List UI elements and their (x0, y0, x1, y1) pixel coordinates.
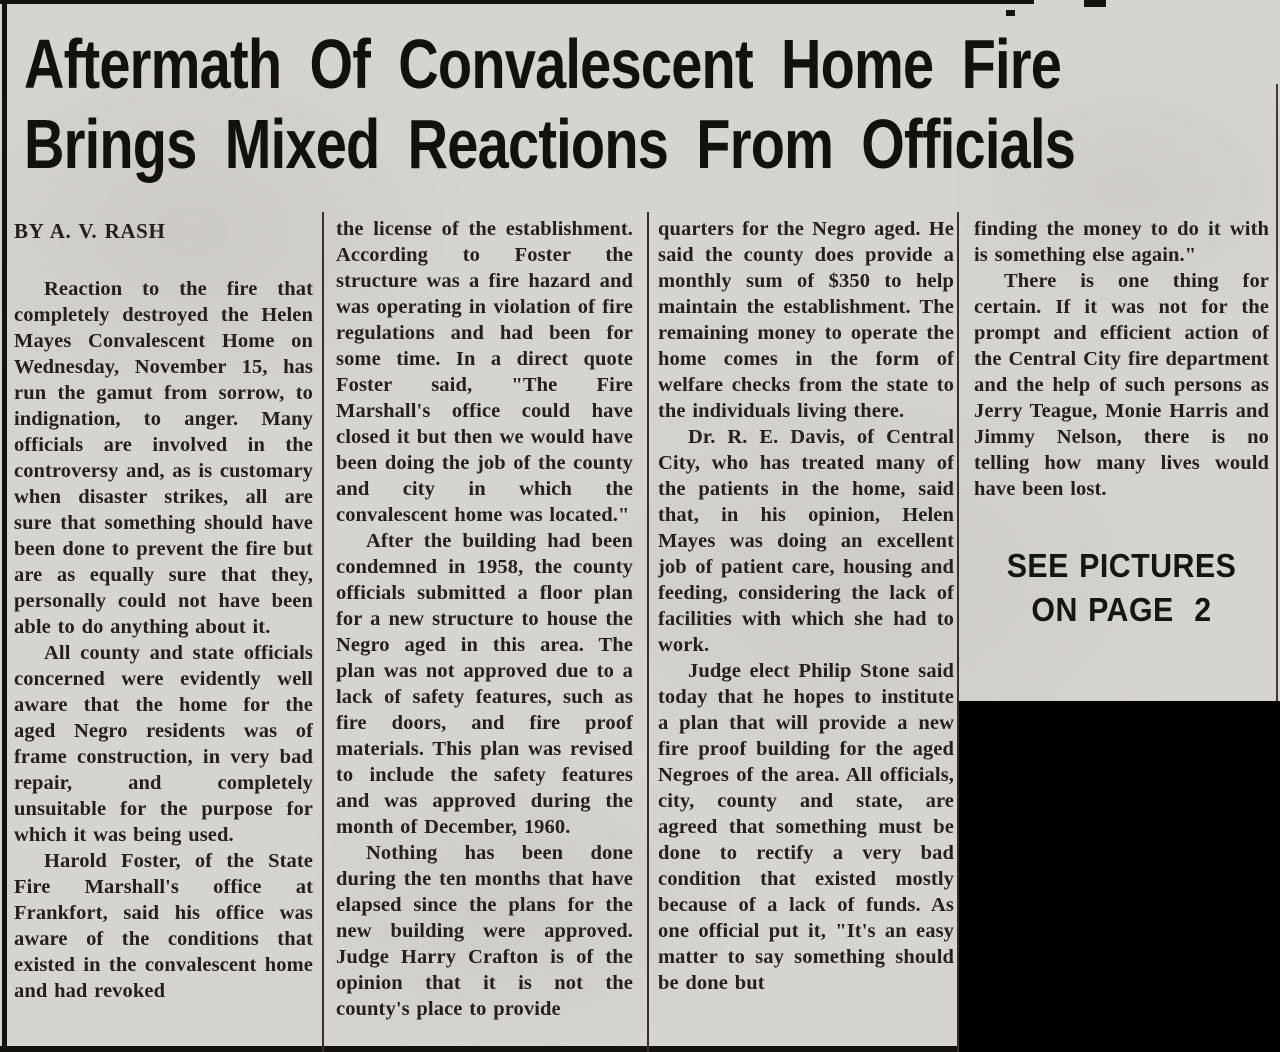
article-paragraph: finding the money to do it with is something else again." (974, 218, 1269, 266)
callout-line-1: SEE PICTURES (1006, 547, 1237, 584)
article-paragraph: the license of the establishment. According to Foster the structure was a fire hazard and was operating in violation of fire regulations and had been for some time. In a direct quote Foster said, "The Fire Marshall's office could have closed it but then we would have been doing the job of the county and city in which the convalescent home was located." (336, 218, 633, 526)
article-column-1 (14, 216, 313, 1048)
article-column-3 (658, 216, 954, 1048)
article-headline (24, 24, 1075, 184)
column-divider (647, 212, 649, 1052)
see-pictures-callout (986, 544, 1257, 632)
callout-line-2: ON PAGE 2 (1031, 591, 1212, 628)
article-paragraph: quarters for the Negro aged. He said the county does provide a monthly sum of $350 to help maintain the establishment. The remaining money to operate the home comes in the form of welfare checks from the state to the individuals living there. (658, 218, 954, 422)
ink-speck (1006, 10, 1015, 16)
headline-line-2: Brings Mixed Reactions From Officials (24, 105, 1076, 183)
article-paragraph: Nothing has been done during the ten months that have elapsed since the plans for the new building were approved. Judge Harry Crafton is of the opinion that it is not the county's place to provide (336, 842, 633, 1020)
left-border-rule (2, 0, 7, 1052)
ink-speck (1084, 0, 1106, 7)
headline-line-1: Aftermath Of Convalescent Home Fire (24, 25, 1062, 103)
top-border-rule (0, 0, 1034, 4)
article-paragraph: All county and state officials concerned were evidently well aware that the home for the aged Negro residents was of frame construction, in very bad repair, and completely unsuitable for the purpose for which it was being used. (14, 642, 313, 846)
column-divider (322, 212, 324, 1052)
article-column-2 (336, 216, 633, 1048)
article-paragraph: Harold Foster, of the State Fire Marshall's office at Frankfort, said his office was aware of the conditions that existed in the convalescent home and had revoked (14, 850, 313, 1002)
article-paragraph: There is one thing for certain. If it was not for the prompt and efficient action of the Central City fire department and the help of such persons as Jerry Teague, Monie Harris and Jimmy Nelson, there is no telling how many lives would have been lost. (974, 270, 1269, 500)
article-paragraph: Dr. R. E. Davis, of Central City, who has treated many of the patients in the home, said that, in his opinion, Helen Mayes was doing an excellent job of patient care, housing and feeding, considering the lack of facilities with which she had to work. (658, 426, 954, 656)
redacted-photo-block (959, 701, 1280, 1052)
byline: BY A. V. RASH (14, 219, 166, 243)
article-paragraph: Reaction to the fire that completely destroyed the Helen Mayes Convalescent Home on Wednesday, November 15, has run the gamut from sorrow, to indignation, to anger. Many officials are involved in the controversy and, as is customary when disaster strikes, all are sure that something should have been done to prevent the fire but are as equally sure that they, personally could not have been able to do anything about it. (14, 278, 313, 638)
article-paragraph: After the building had been condemned in 1958, the county officials submitted a floor plan for a new structure to house the Negro aged in this area. The plan was not approved due to a lack of safety features, such as fire doors, and fire proof materials. This plan was revised to include the safety features and was approved during the month of December, 1960. (336, 530, 633, 838)
article-paragraph: Judge elect Philip Stone said today that he hopes to institute a plan that will provide a new fire proof building for the aged Negroes of the area. All officials, city, county and state, are agreed that something must be done to rectify a very bad condition that existed mostly because of a lack of funds. As one official put it, "It's an easy matter to say something should be done but (658, 660, 954, 994)
